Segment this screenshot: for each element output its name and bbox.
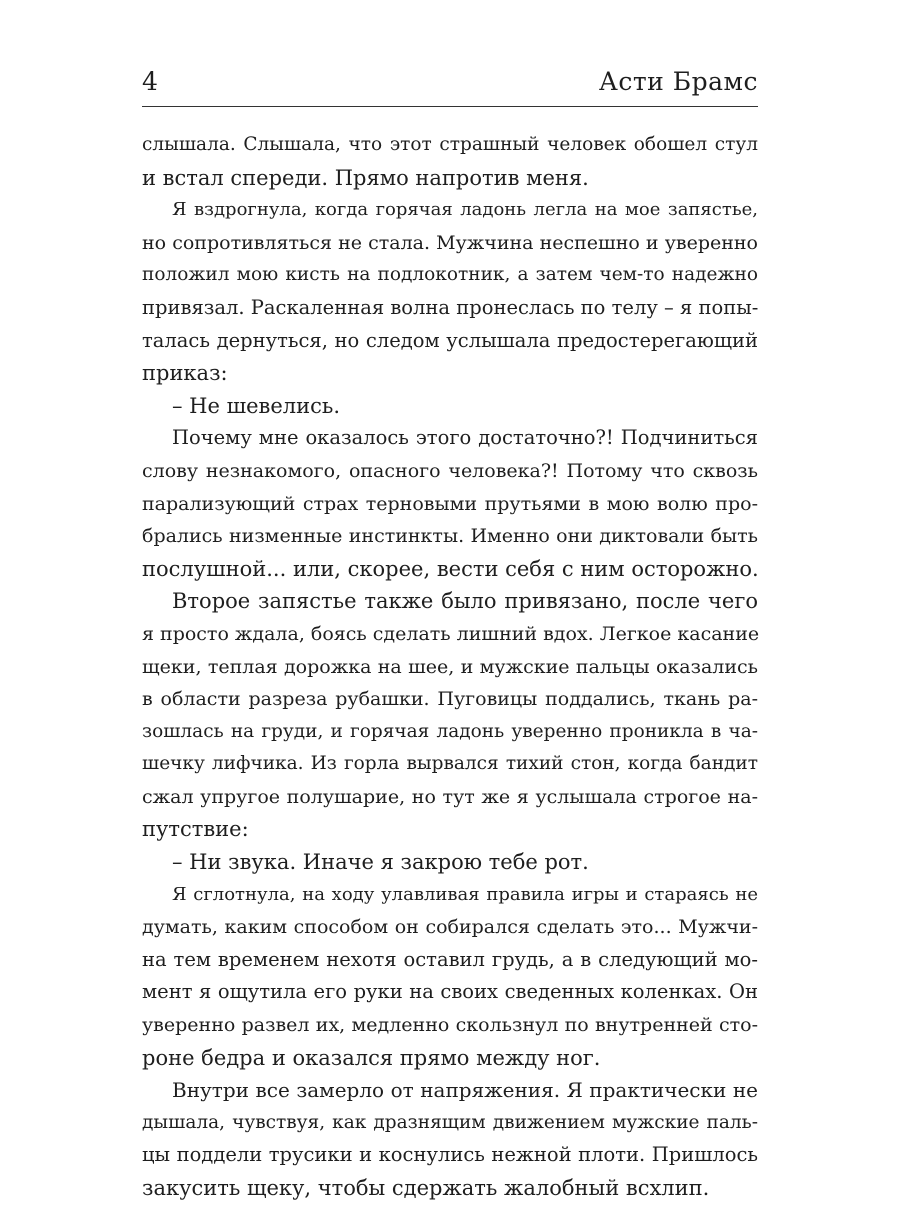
text-line: Я сглотнула, на ходу улавливая правила игры и стараясь не bbox=[172, 883, 758, 905]
text-line: щеки, теплая дорожка на шее, и мужские пальцы оказались bbox=[142, 655, 758, 678]
text-line: закусить щеку, чтобы сдержать жалобный всхлип. bbox=[142, 1176, 710, 1200]
text-line: я просто ждала, боясь сделать лишний вдох. Легкое касание bbox=[142, 622, 760, 645]
text-line: Почему мне оказалось этого достаточно?! Подчиниться bbox=[172, 426, 758, 450]
text-line: шечку лифчика. Из горла вырвался тихий стон, когда бандит bbox=[142, 753, 758, 775]
text-line: и встал спереди. Прямо напротив меня. bbox=[142, 165, 589, 190]
text-line: уверенно развел их, медленно скользнул по внутренней сто- bbox=[142, 1014, 758, 1037]
header-divider bbox=[142, 106, 758, 107]
text-line: приказ: bbox=[142, 361, 228, 386]
text-line: думать, каким способом он собирался сделать это... Мужчи- bbox=[142, 916, 758, 939]
running-title: Асти Брамс bbox=[598, 67, 758, 96]
text-line: парализующий страх терновыми прутьями в мою волю про- bbox=[142, 492, 758, 515]
text-line: путствие: bbox=[142, 817, 249, 842]
text-line: Второе запястье также было привязано, после чего bbox=[172, 589, 758, 614]
text-line: Я вздрогнула, когда горячая ладонь легла на мое запястье, bbox=[172, 199, 758, 221]
text-line: привязал. Раскаленная волна пронеслась по телу – я попы- bbox=[142, 295, 759, 319]
text-line: послушной... или, скорее, вести себя с ним осторожно. bbox=[142, 556, 759, 581]
text-line: слышала. Слышала, что этот страшный человек обошел стул bbox=[142, 134, 758, 155]
text-line: дышала, чувствуя, как дразнящим движением мужские паль- bbox=[142, 1111, 758, 1133]
text-line: положил мою кисть на подлокотник, а затем чем-то надежно bbox=[142, 264, 758, 286]
body-text bbox=[142, 129, 758, 1205]
text-line: Внутри все замерло от напряжения. Я практически не bbox=[172, 1078, 758, 1103]
text-line: – Ни звука. Иначе я закрою тебе рот. bbox=[172, 850, 589, 875]
text-line: на тем временем нехотя оставил грудь, а в следующий мо- bbox=[142, 947, 758, 971]
text-line: зошлась на груди, и горячая ладонь уверенно проникла в ча- bbox=[142, 720, 758, 742]
text-line: брались низменные инстинкты. Именно они диктовали быть bbox=[142, 525, 758, 548]
text-line: роне бедра и оказался прямо между ног. bbox=[142, 1045, 601, 1070]
text-line: но сопротивляться не стала. Мужчина неспешно и уверенно bbox=[142, 231, 758, 254]
text-line: в области разреза рубашки. Пуговицы поддались, ткань ра- bbox=[142, 688, 758, 711]
page-number: 4 bbox=[142, 67, 158, 96]
running-header bbox=[142, 62, 758, 102]
text-line: цы поддели трусики и коснулись нежной плоти. Пришлось bbox=[142, 1143, 758, 1167]
text-line: сжал упругое полушарие, но тут же я услышала строгое на- bbox=[142, 785, 758, 808]
text-line: слову незнакомого, опасного человека?! Потому что сквозь bbox=[142, 459, 758, 482]
text-line: – Не шевелись. bbox=[172, 393, 340, 418]
text-line: мент я ощутила его руки на своих сведенных коленках. Он bbox=[142, 980, 758, 1004]
text-line: талась дернуться, но следом услышала предостерегающий bbox=[142, 328, 758, 352]
